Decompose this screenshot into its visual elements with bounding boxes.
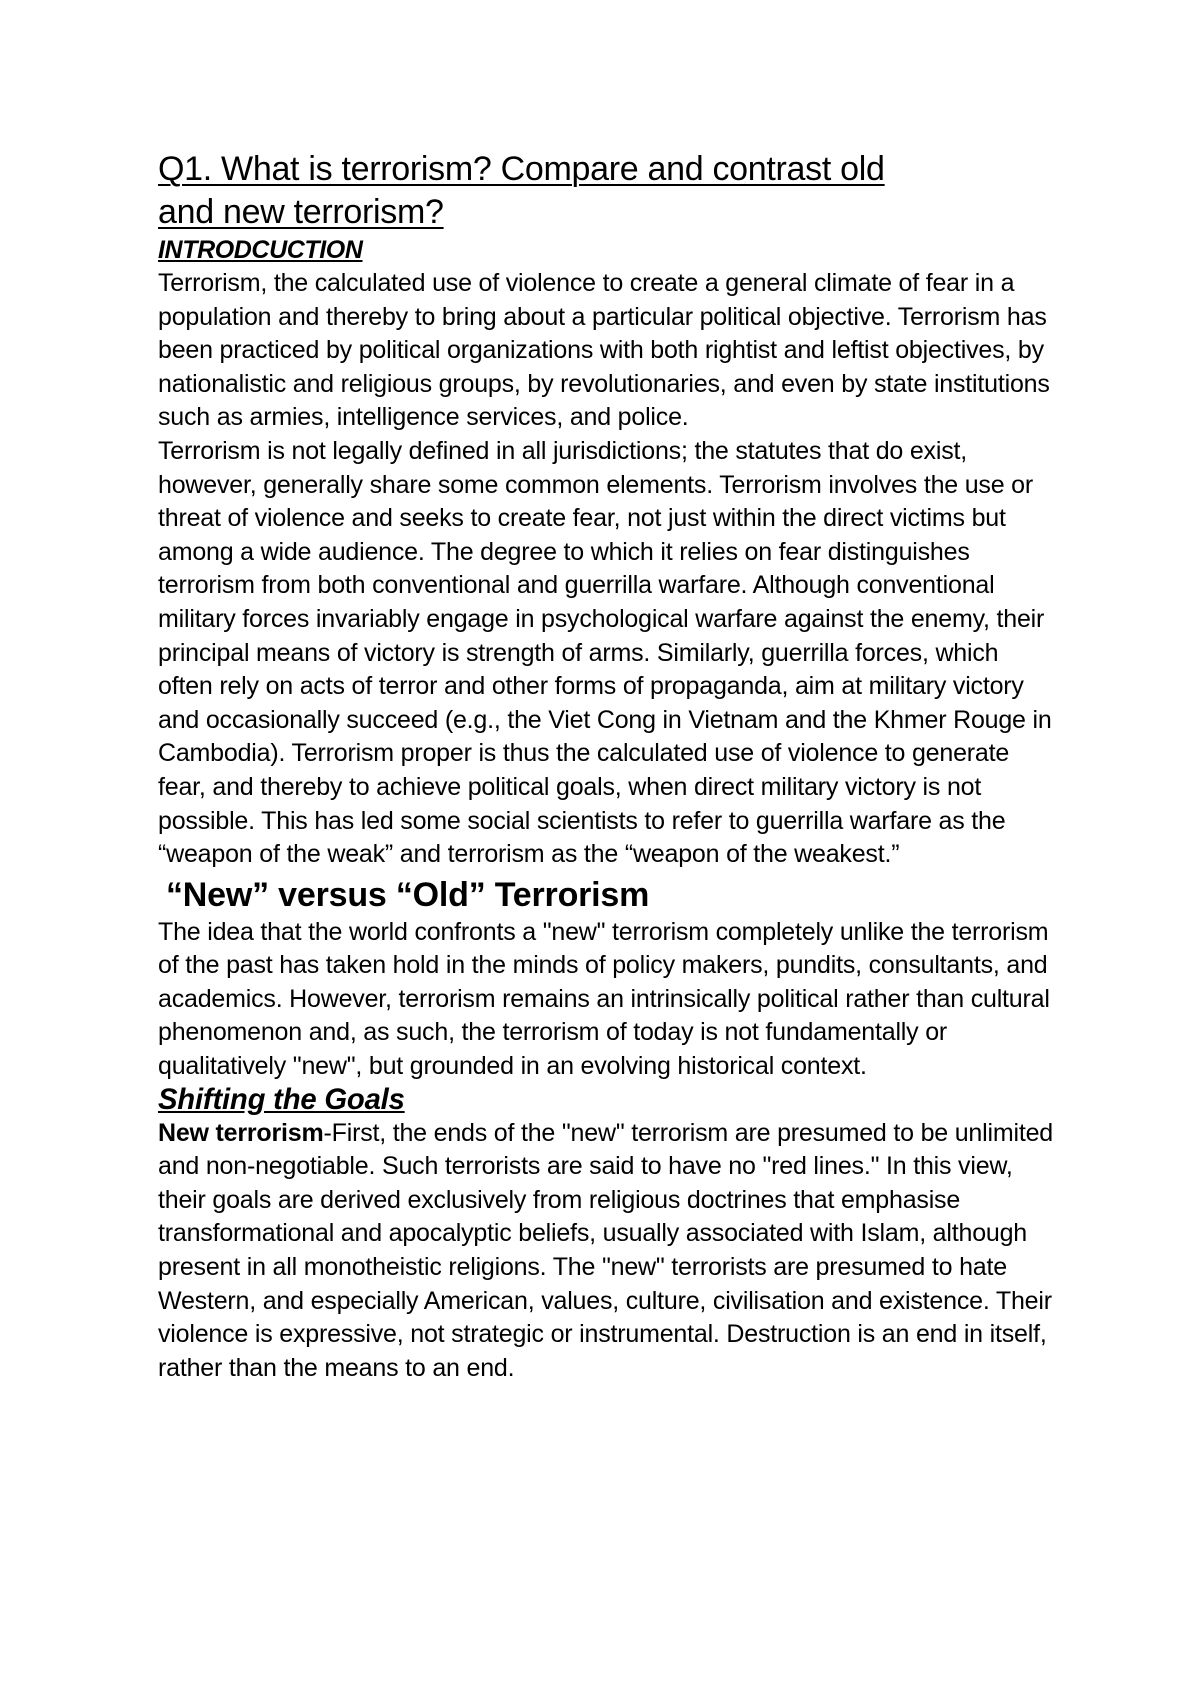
new-vs-old-paragraph: The idea that the world confronts a "new" terrorism completely unlike the terrorism of the past has taken hold in the minds of policy makers, pundits, consultants, and academics. However, terrorism remains an intrinsically political rather than cultural phenomenon and, as such, the terrorism of today is not fundamentally or qualitatively "new", but grounded in an evolving historical context. bbox=[158, 917, 1050, 1081]
shifting-goals-paragraph bbox=[158, 1117, 1058, 1386]
new-terrorism-lead: New terrorism bbox=[158, 1118, 324, 1147]
shifting-goals-text: -First, the ends of the "new" terrorism are presumed to be unlimited and non-negotiable. Such terrorists are said to have no "red lines." In this view, their goals are derived exclusively from religious doctrines that emphasise transformational and apocalyptic beliefs, usually associated with Islam, although present in all monotheistic religions. The "new" terrorists are presumed to hate Western, and especially American, values, culture, civilisation and existence. Their violence is expressive, not strategic or instrumental. Destruction is an end in itself, rather than the means to an end. bbox=[158, 1118, 1053, 1382]
intro-paragraph-2: Terrorism is not legally defined in all jurisdictions; the statutes that do exist, however, generally share some common elements. Terrorism involves the use or threat of violence and seeks to create fear, not just within the direct victims but among a wide audience. The degree to which it relies on fear distinguishes terrorism from both conventional and guerrilla warfare. Although conventional military forces invariably engage in psychological warfare against the enemy, their principal means of victory is strength of arms. Similarly, guerrilla forces, which often rely on acts of terror and other forms of propaganda, aim at military victory and occasionally succeed (e.g., the Viet Cong in Vietnam and the Khmer Rouge in Cambodia). Terrorism proper is thus the calculated use of violence to generate fear, and thereby to achieve political goals, when direct military victory is not possible. This has led some social scientists to refer to guerrilla warfare as the “weapon of the weak” and terrorism as the “weapon of the weakest.” bbox=[158, 436, 1052, 869]
shifting-goals-heading: Shifting the Goals bbox=[158, 1083, 405, 1116]
question-title bbox=[158, 148, 1058, 234]
introduction-heading: INTRODCUCTION bbox=[158, 236, 363, 264]
question-title-line-1: Q1. What is terrorism? Compare and contrast old bbox=[158, 150, 885, 188]
new-vs-old-heading: “New” versus “Old” Terrorism bbox=[166, 875, 650, 914]
question-title-line-2: and new terrorism? bbox=[158, 193, 444, 231]
intro-paragraph-1: Terrorism, the calculated use of violence to create a general climate of fear in a population and thereby to bring about a particular political objective. Terrorism has been practiced by political organizations with both rightist and leftist objectives, by nationalistic and religious groups, by revolutionaries, and even by state institutions such as armies, intelligence services, and police. bbox=[158, 269, 1050, 432]
document-page bbox=[158, 148, 1058, 1385]
